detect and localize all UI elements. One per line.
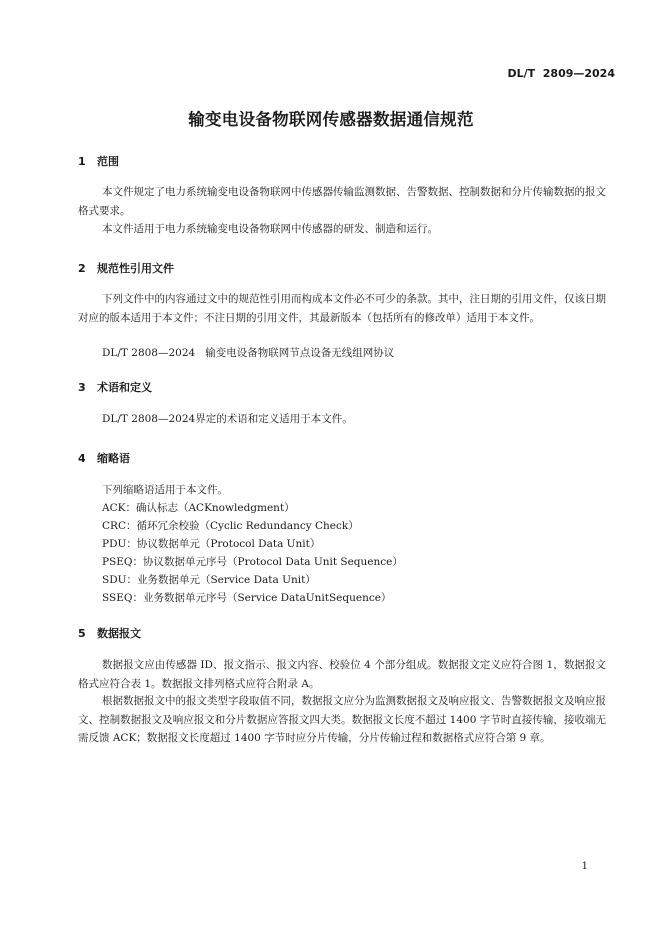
section-title: 规范性引用文件 — [97, 262, 174, 275]
section-title: 术语和定义 — [97, 381, 152, 394]
section-number: 4 — [78, 452, 86, 465]
abbreviations-intro: 下列缩略语适用于本文件。 — [102, 484, 228, 496]
section-title: 范围 — [97, 155, 119, 168]
document-code: DL/T 2809—2024 — [507, 67, 615, 80]
section-2-heading — [78, 260, 174, 276]
section-5-paragraph-2: 根据数据报文中的报文类型字段取值不同，数据报文应分为监测数据报文及响应报文、告警数据报文及响应报文、控制数据报文及响应报文和分片数据应答报文四大类。数据报文长度不超过 1400 字节时直接传输，接收端无需反馈 ACK；数据报文长度超过 1400 字节时应分片传输，分片传输过程和数据格式应符合第 9 章。 — [78, 695, 606, 744]
section-1-paragraph-1: 本文件规定了电力系统输变电设备物联网中传感器传输监测数据、告警数据、控制数据和分片传输数据的报文格式要求。 — [78, 186, 606, 217]
section-number: 5 — [78, 627, 86, 640]
abbreviation-item: CRC：循环冗余校验（Cyclic Redundancy Check） — [102, 520, 359, 532]
section-1-heading — [78, 153, 119, 169]
section-number: 2 — [78, 262, 86, 275]
section-3-heading — [78, 379, 152, 395]
section-5-paragraph-1: 数据报文应由传感器 ID、报文指示、报文内容、校验位 4 个部分组成。数据报文定义应符合图 1，数据报文格式应符合表 1。数据报文排列格式应符合附录 A。 — [78, 659, 606, 690]
section-2-paragraph-1: 下列文件中的内容通过文中的规范性引用而构成本文件必不可少的条款。其中，注日期的引用文件，仅该日期对应的版本适用于本文件；不注日期的引用文件，其最新版本（包括所有的修改单）适用于本文件。 — [78, 293, 606, 324]
page-number: 1 — [581, 861, 588, 872]
abbreviation-item: PSEQ：协议数据单元序号（Protocol Data Unit Sequence） — [102, 556, 403, 568]
normative-reference: DL/T 2808—2024 输变电设备物联网节点设备无线组网协议 — [102, 347, 395, 359]
section-3-paragraph-1: DL/T 2808—2024界定的术语和定义适用于本文件。 — [102, 413, 353, 425]
document-title: 输变电设备物联网传感器数据通信规范 — [188, 110, 474, 129]
section-title: 数据报文 — [97, 627, 141, 640]
abbreviation-item: PDU：协议数据单元（Protocol Data Unit） — [102, 538, 321, 550]
abbreviation-item: SSEQ：业务数据单元序号（Service DataUnitSequence） — [102, 592, 392, 604]
section-title: 缩略语 — [97, 452, 130, 465]
section-1-paragraph-2: 本文件适用于电力系统输变电设备物联网中传感器的研发、制造和运行。 — [102, 223, 438, 235]
abbreviation-item: SDU：业务数据单元（Service Data Unit） — [102, 574, 316, 586]
section-5-heading — [78, 625, 141, 641]
section-number: 3 — [78, 381, 86, 394]
section-number: 1 — [78, 155, 86, 168]
section-4-heading — [78, 450, 130, 466]
abbreviation-item: ACK：确认标志（ACKnowledgment） — [102, 502, 295, 514]
